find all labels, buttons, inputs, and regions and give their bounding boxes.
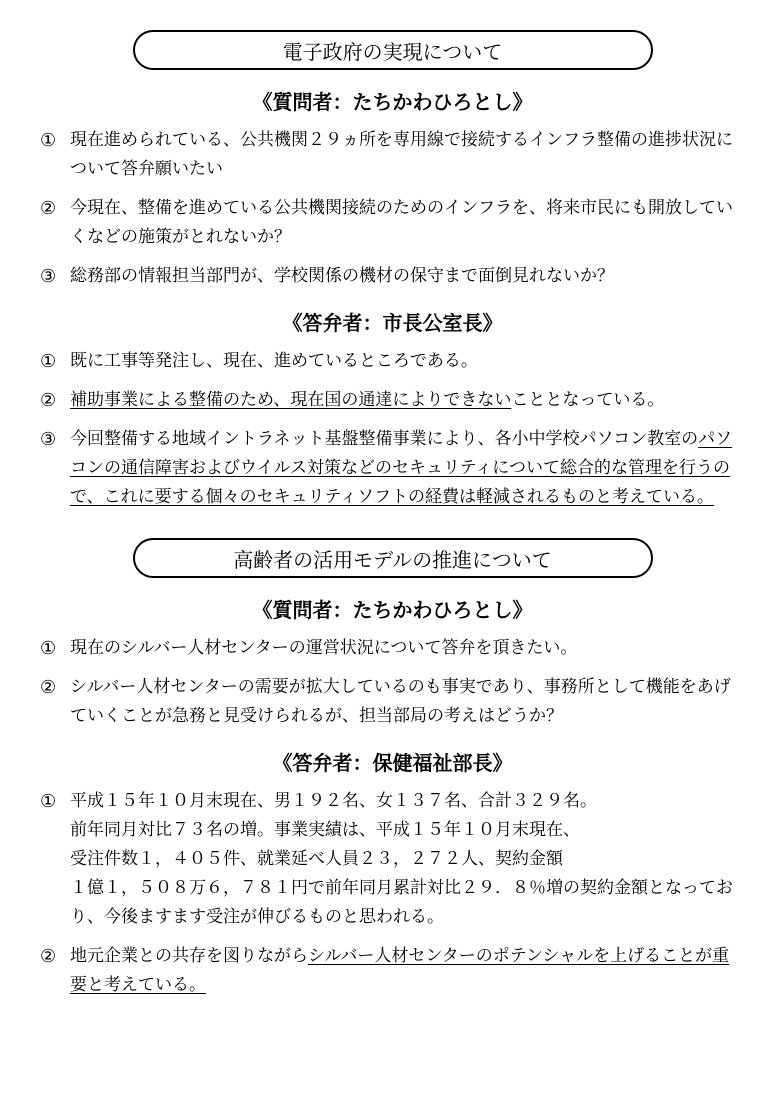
list-item [40,942,745,1000]
item-text [70,942,745,1000]
item-text: 総務部の情報担当部門が、学校関係の機材の保守まで面倒見れないか？ [70,266,614,286]
section-title-text: 高齢者の活用モデルの推進について [233,547,552,572]
item-number: ① [40,130,57,151]
item-number: ② [40,198,57,219]
section-title-e-government [133,30,653,70]
item-number: ② [40,677,57,698]
underlined-text: 補助事業による整備のため、現在国の通達によりできない [70,390,512,410]
list-item [40,347,745,376]
list-item [40,787,745,932]
answer-list [40,787,745,1000]
list-item [40,425,745,512]
underlined-text: パソコンの通信障害およびウイルス対策などのセキュリティについて総合的な管理を行うので、これに要する個々のセキュリティソフトの経費は軽減されるものと考えている。 [70,429,733,507]
questioner-heading: 《質問者：たちかわひろとし》 [252,90,533,114]
item-text [70,386,745,415]
section-title-elderly-model [133,538,653,578]
item-text: 現在のシルバー人材センターの運営状況について答弁を頂きたい。 [70,638,578,658]
item-text [70,425,745,512]
answer-text: 今回整備する地域イントラネット基盤整備事業により、各小中学校パソコン教室の [70,429,699,449]
answer-line: 平成１５年１０月末現在、男１９２名、女１３７名、合計３２９名。 [70,791,597,811]
answerer-heading: 《答弁者：市長公室長》 [282,311,503,335]
underlined-text: シルバー人材センターのポテンシャルを上げることが重要と考えている。 [70,946,730,995]
answer-line: １億１，５０８万６，７８１円で前年同月累計対比２９．８％増の契約金額となっており、今後ますます受注が伸びるものと思われる。 [70,878,733,927]
item-number: ② [40,390,57,411]
item-number: ② [40,946,57,967]
item-number: ① [40,791,57,812]
list-item [40,194,745,252]
item-number: ③ [40,266,57,287]
question-list [40,634,745,731]
list-item [40,262,745,291]
item-text: シルバー人材センターの需要が拡大しているのも事実であり、事務所として機能をあげていくことが急務と見受けられるが、担当部局の考えはどうか？ [70,677,731,726]
item-text [70,787,745,932]
item-number: ③ [40,429,57,450]
answer-text: 地元企業との共存を図りながら [70,946,308,966]
answer-list [40,347,745,512]
answer-text: 既に工事等発注し、現在、進めているところである。 [70,351,478,371]
answer-text: こととなっている。 [511,390,665,410]
item-text [70,347,745,376]
answer-line: 前年同月対比７３名の増。事業実績は、平成１５年１０月末現在、 [70,820,580,840]
answerer-heading: 《答弁者：保健福祉部長》 [272,751,513,775]
item-text: 現在進められている、公共機関２９ヵ所を専用線で接続するインフラ整備の進捗状況について答弁願いたい [70,130,733,179]
question-list [40,126,745,291]
item-text: 今現在、整備を進めている公共機関接続のためのインフラを、将来市民にも開放していくなどの施策がとれないか？ [70,198,733,247]
list-item [40,634,745,663]
list-item [40,126,745,184]
item-number: ① [40,638,57,659]
list-item [40,386,745,415]
section-title-text: 電子政府の実現について [282,39,503,64]
list-item [40,673,745,731]
answer-line: 受注件数１，４０５件、就業延べ人員２３，２７２人、契約金額 [70,849,563,869]
item-number: ① [40,351,57,372]
questioner-heading: 《質問者：たちかわひろとし》 [252,598,533,622]
